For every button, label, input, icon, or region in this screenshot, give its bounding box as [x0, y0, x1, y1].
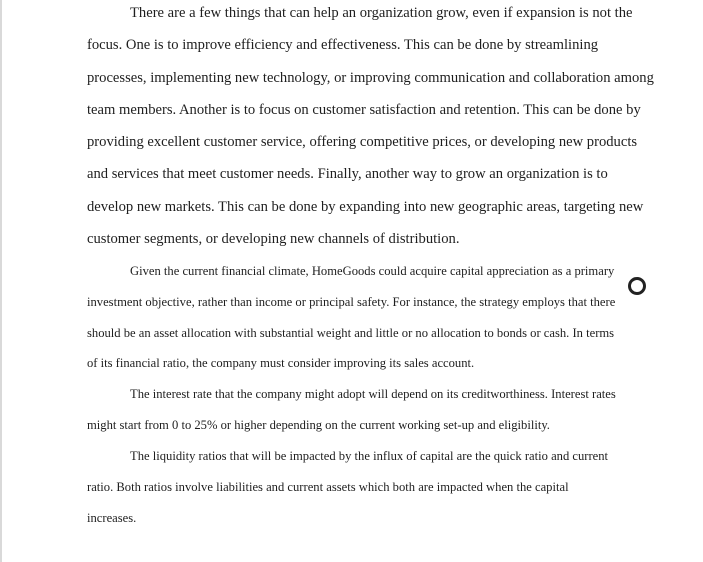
ring-cursor-icon — [628, 277, 646, 295]
page-edge-divider — [0, 0, 2, 562]
paragraph-interest-rate — [87, 385, 662, 447]
text-line: ratio. Both ratios involve liabilities and current assets which both are impacted when the capital — [87, 479, 569, 494]
paragraph-investment-objective — [87, 262, 662, 385]
text-line: customer segments, or developing new channels of distribution. — [87, 231, 460, 248]
text-line: The interest rate that the company might adopt will depend on its creditworthiness. Interest rates — [130, 387, 616, 401]
text-line: There are a few things that can help an organization grow, even if expansion is not the — [130, 5, 633, 21]
text-line: might start from 0 to 25% or higher depending on the current working set-up and eligibility. — [87, 417, 550, 432]
paragraph-liquidity-ratios — [87, 447, 662, 539]
text-line: investment objective, rather than income or principal safety. For instance, the strategy employs that there — [87, 294, 616, 309]
text-line: Given the current financial climate, HomeGoods could acquire capital appreciation as a primary — [130, 264, 615, 278]
text-line: team members. Another is to focus on customer satisfaction and retention. This can be done by — [87, 101, 641, 118]
text-line: of its financial ratio, the company must consider improving its sales account. — [87, 356, 475, 371]
text-line: develop new markets. This can be done by expanding into new geographic areas, targeting new — [87, 198, 644, 215]
text-line: The liquidity ratios that will be impacted by the influx of capital are the quick ratio and current — [130, 449, 609, 463]
text-line: increases. — [87, 510, 137, 525]
text-line: focus. One is to improve efficiency and effectiveness. This can be done by streamlining — [87, 37, 599, 54]
text-line: and services that meet customer needs. Finally, another way to grow an organization is to — [87, 166, 608, 183]
text-line: providing excellent customer service, offering competitive prices, or developing new products — [87, 134, 638, 151]
text-line: processes, implementing new technology, or improving communication and collaboration among — [87, 69, 654, 86]
paragraph-growth-strategies — [87, 3, 662, 261]
text-line: should be an asset allocation with substantial weight and little or no allocation to bonds or cash. In terms — [87, 325, 615, 340]
